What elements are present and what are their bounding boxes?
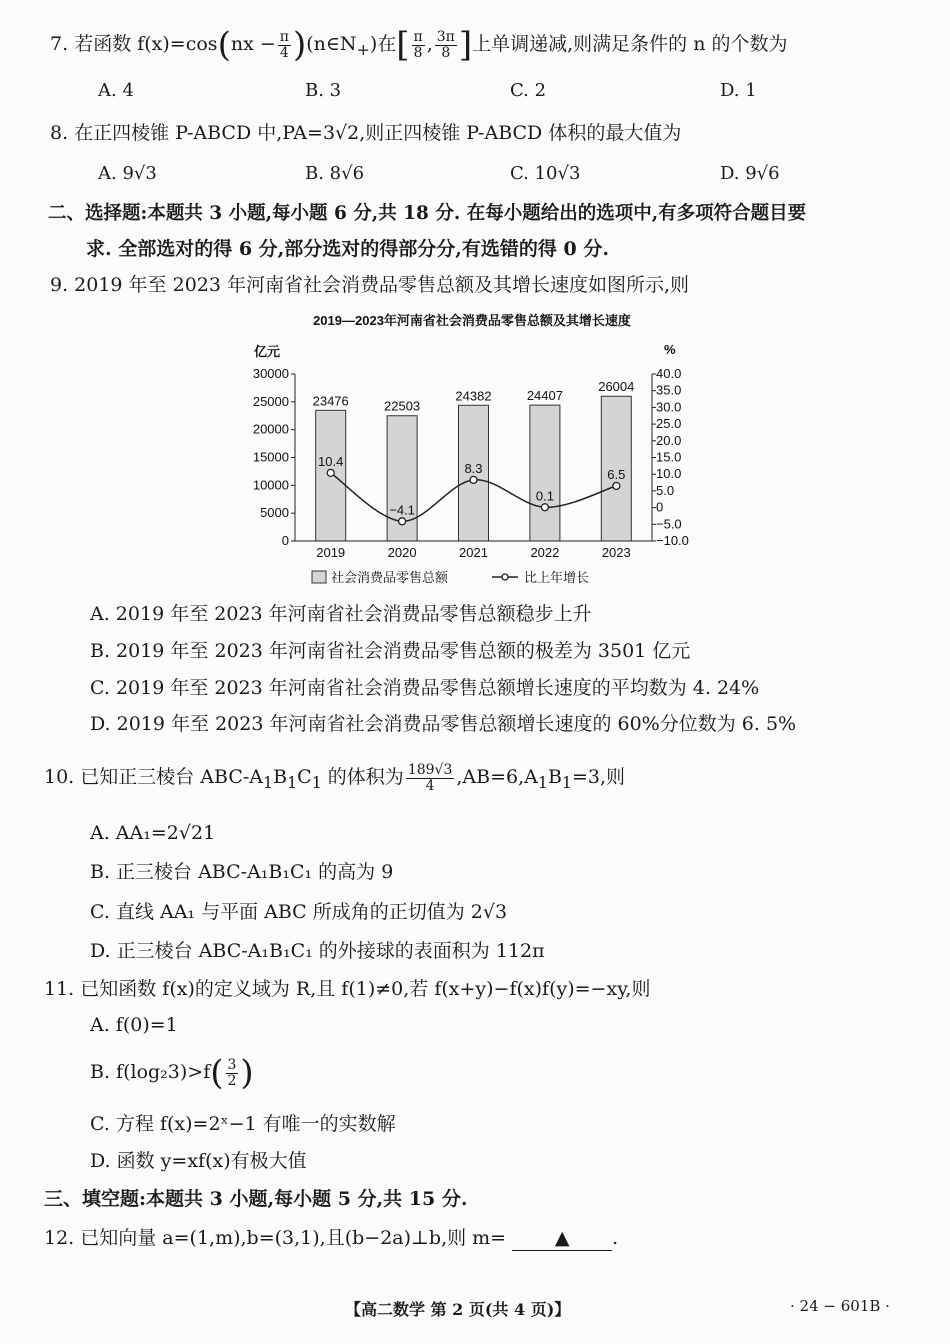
fraction-pi-over-4: $\frac{\pi}{4}$	[279, 28, 289, 61]
x-tick-label: 2022	[530, 545, 560, 560]
q8-option-d: D. 9√6	[720, 163, 780, 184]
question-9: 9. 2019 年至 2023 年河南省社会消费品零售总额及其增长速度如图所示,则	[50, 274, 690, 296]
legend-bar-label: 社会消费品零售总额	[331, 570, 449, 585]
q7-option-a: A. 4	[98, 80, 134, 101]
legend-bar-swatch	[312, 571, 326, 583]
legend-line-marker	[502, 574, 508, 580]
volume-fraction: $\frac{189√3}{4}$	[407, 762, 453, 794]
section-2-heading: 二、选择题:本题共 3 小题,每小题 6 分,共 18 分. 在每小题给出的选项中,有多项符合题目要	[48, 203, 807, 224]
growth-point-2020	[399, 518, 406, 525]
question-8: 8. 在正四棱锥 P-ABCD 中,PA=3√2,则正四棱锥 P-ABCD 体积的最大值为	[50, 122, 682, 144]
answer-blank: ▲	[512, 1227, 612, 1251]
exam-code: · 24 − 601B ·	[790, 1297, 890, 1315]
legend-line-label: 比上年增长	[524, 570, 590, 585]
right-tick-label: 30.0	[656, 399, 682, 415]
q7-option-c: C. 2	[510, 80, 547, 101]
section-2-instructions: 求. 全部选对的得 6 分,部分选对的得部分分,有选错的得 0 分.	[86, 238, 609, 260]
right-tick-label: 0	[656, 499, 664, 515]
right-tick-label: 40.0	[656, 366, 682, 381]
growth-point-2019	[327, 469, 334, 476]
section-3-heading: 三、填空题:本题共 3 小题,每小题 5 分,共 15 分.	[44, 1188, 468, 1210]
left-tick-label: 10000	[252, 477, 289, 493]
right-tick-label: 35.0	[656, 382, 682, 398]
q11-option-a: A. f(0)=1	[90, 1014, 178, 1036]
bar-2022	[530, 405, 560, 541]
x-tick-label: 2019	[316, 545, 346, 560]
bar-value-label: 24407	[526, 388, 563, 404]
x-tick-label: 2020	[387, 545, 417, 560]
left-tick-label: 0	[281, 533, 289, 548]
right-tick-label: 5.0	[656, 482, 675, 498]
bar-value-label: 23476	[312, 393, 349, 409]
bar-value-label: 26004	[598, 379, 635, 395]
growth-point-2023	[613, 482, 620, 489]
right-tick-label: −5.0	[656, 516, 682, 532]
question-10: 10. 已知正三棱台 ABC-$A_1B_1C_1$ 的体积为 $\frac{189√3}{4}$ $,AB=6,A_1B_1=3$,则	[44, 762, 626, 794]
q9-option-b: B. 2019 年至 2023 年河南省社会消费品零售总额的极差为 3501 亿元	[90, 640, 691, 662]
growth-point-2022	[541, 504, 548, 511]
right-tick-label: 15.0	[656, 449, 682, 465]
question-11: 11. 已知函数 f(x)的定义域为 R,且 f(1)≠0,若 f(x+y)−f(x)f(y)=−xy,则	[44, 978, 651, 1000]
right-tick-label: 25.0	[656, 416, 682, 432]
left-tick-label: 15000	[252, 449, 289, 465]
left-tick-label: 25000	[252, 393, 289, 409]
bar-value-label: 22503	[384, 398, 421, 414]
chart-title: 2019—2023年河南省社会消费品零售总额及其增长速度	[313, 313, 631, 328]
growth-value-label: −4.1	[389, 502, 415, 518]
right-tick-label: 20.0	[656, 432, 682, 448]
question-12: 12. 已知向量 a=(1,m),b=(3,1),且(b−2a)⊥b,则 m= ▲ .	[44, 1227, 619, 1249]
growth-value-label: 8.3	[464, 460, 483, 476]
growth-point-2021	[470, 476, 477, 483]
left-axis-unit: 亿元	[254, 344, 281, 359]
growth-value-label: 10.4	[318, 453, 344, 469]
fraction-3pi-over-8: $\frac{3\pi}{8}$	[436, 28, 455, 61]
q9-option-a: A. 2019 年至 2023 年河南省社会消费品零售总额稳步上升	[90, 603, 592, 625]
q10-option-d: D. 正三棱台 ABC-A₁B₁C₁ 的外接球的表面积为 112π	[90, 940, 545, 962]
right-tick-label: 10.0	[656, 466, 682, 482]
q11-option-c: C. 方程 f(x)=2ˣ−1 有唯一的实数解	[90, 1113, 396, 1135]
question-7: 7. 若函数 f(x)=cos(nx − $\frac{\pi}{4}$ )$(n\in N_+)$在[ $\frac{\pi}{8}$ , $\frac{3\pi}{8}$ ]上单调递减,则满足条件的 n 的个数为	[50, 25, 788, 65]
q10-option-a: A. AA₁=2√21	[90, 822, 216, 844]
page-footer: 【高二数学 第 2 页(共 4 页)】	[345, 1300, 571, 1319]
left-tick-label: 5000	[260, 505, 289, 521]
q9-option-d: D. 2019 年至 2023 年河南省社会消费品零售总额增长速度的 60%分位数为 6. 5%	[90, 713, 797, 735]
q7-option-b: B. 3	[305, 80, 342, 101]
q8-option-a: A. 9√3	[98, 163, 157, 184]
x-tick-label: 2021	[459, 545, 488, 560]
retail-sales-chart	[240, 306, 710, 591]
q11-option-b: B. f(log₂3)>f( $\frac{3}{2}$ )	[90, 1053, 254, 1093]
left-tick-label: 20000	[252, 421, 289, 437]
fraction-3-over-2: $\frac{3}{2}$	[227, 1056, 237, 1089]
q7-option-d: D. 1	[720, 80, 757, 101]
q10-option-c: C. 直线 AA₁ 与平面 ABC 所成角的正切值为 2√3	[90, 901, 508, 923]
growth-value-label: 0.1	[535, 488, 554, 504]
bar-value-label: 24382	[455, 388, 492, 404]
q11-option-d: D. 函数 y=xf(x)有极大值	[90, 1150, 307, 1172]
q9-option-c: C. 2019 年至 2023 年河南省社会消费品零售总额增长速度的平均数为 4. 24%	[90, 677, 760, 699]
left-tick-label: 30000	[252, 366, 289, 381]
fraction-pi-over-8: $\frac{\pi}{8}$	[413, 28, 423, 61]
q8-option-b: B. 8√6	[305, 163, 365, 184]
q8-option-c: C. 10√3	[510, 163, 581, 184]
right-axis-unit: %	[664, 342, 676, 357]
growth-value-label: 6.5	[607, 466, 626, 482]
q10-option-b: B. 正三棱台 ABC-A₁B₁C₁ 的高为 9	[90, 861, 394, 883]
x-tick-label: 2023	[601, 545, 631, 560]
right-tick-label: −10.0	[656, 533, 689, 548]
